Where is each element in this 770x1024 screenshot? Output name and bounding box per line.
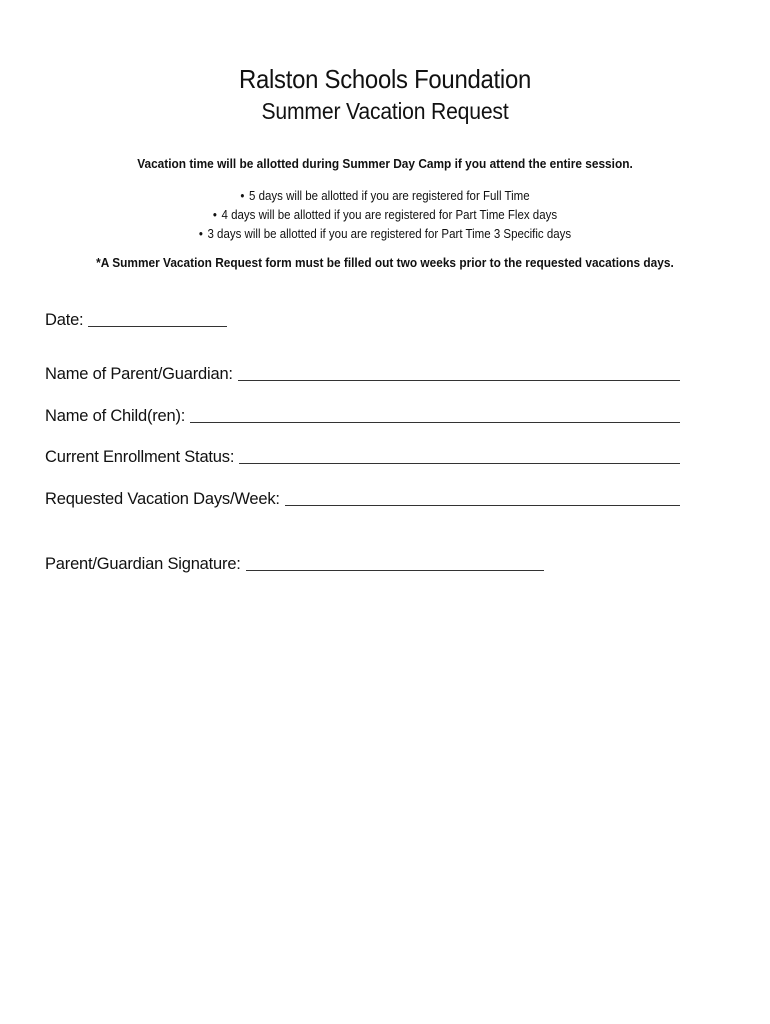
list-item <box>31 187 739 206</box>
vacation-days-field[interactable] <box>45 487 680 509</box>
list-item-text: 5 days will be allotted if you are registered for Full Time <box>249 189 530 203</box>
deadline-notice: *A Summer Vacation Request form must be filled out two weeks prior to the requested vacations days. <box>96 256 674 270</box>
date-input-line[interactable] <box>88 325 227 327</box>
vacation-days-input-line[interactable] <box>285 504 680 506</box>
parent-name-label: Name of Parent/Guardian: <box>45 365 233 383</box>
child-name-label: Name of Child(ren): <box>45 407 186 425</box>
signature-field[interactable] <box>45 552 544 574</box>
enrollment-status-field[interactable] <box>45 445 680 467</box>
child-name-field[interactable] <box>45 404 680 426</box>
vacation-days-label: Requested Vacation Days/Week: <box>45 490 280 508</box>
enrollment-status-input-line[interactable] <box>239 462 680 464</box>
intro-text: Vacation time will be allotted during Summer Day Camp if you attend the entire session. <box>137 157 633 171</box>
date-label: Date: <box>45 311 84 329</box>
allotment-list <box>31 187 739 244</box>
list-item <box>31 225 739 244</box>
bullet-icon: • <box>198 227 203 241</box>
parent-name-field[interactable] <box>45 362 680 384</box>
list-item <box>31 206 739 225</box>
parent-name-input-line[interactable] <box>238 379 680 381</box>
list-item-text: 4 days will be allotted if you are registered for Part Time Flex days <box>221 208 558 222</box>
enrollment-status-label: Current Enrollment Status: <box>45 448 235 466</box>
bullet-icon: • <box>212 208 217 222</box>
signature-label: Parent/Guardian Signature: <box>45 555 241 573</box>
signature-input-line[interactable] <box>246 569 544 571</box>
list-item-text: 3 days will be allotted if you are registered for Part Time 3 Specific days <box>207 227 572 241</box>
child-name-input-line[interactable] <box>190 421 680 423</box>
date-field[interactable] <box>45 308 227 330</box>
form-subtitle: Summer Vacation Request <box>261 98 509 124</box>
form-title: Ralston Schools Foundation <box>238 64 532 94</box>
bullet-icon: • <box>240 189 245 203</box>
